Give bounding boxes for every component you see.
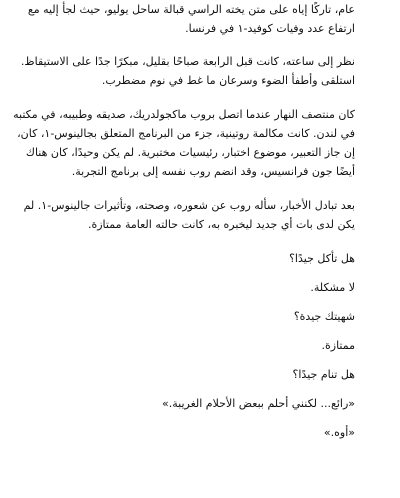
paragraph-line: بعد تبادل الأخبار، سأله روب عن شعوره، وصحته، وتأثيرات جالينوس-١. لم (23, 199, 355, 212)
paragraph-line: إن جاز التعبير، موضوع اختبار، رئيسيات مختبرية. لم يكن وحيدًا، كان هناك (25, 146, 355, 159)
paragraph-line: استلقى وأطفأ الضوء وسرعان ما غط في نوم مضطرب. (101, 74, 355, 87)
paragraph-1 (27, 0, 355, 38)
paragraph-line: يكن لدى بات أي جديد ليخبره به، كانت حالته العامة ممتازة. (87, 218, 355, 231)
paragraph-line: نظر إلى ساعته، كانت قبل الرابعة صباحًا بقليل، مبكرًا جدًا على الاستيقاظ. (20, 55, 355, 68)
dialogue-block (50, 249, 355, 442)
paragraph-line: ارتفاع عدد وفيات كوفيد-١ في فرنسا. (185, 22, 355, 35)
paragraph-line: أيضًا جون فرانسيس، وقد انضم روب نفسه إلى برنامج التجربة. (71, 165, 355, 178)
paragraph-3 (13, 105, 355, 181)
paragraph-line: كان منتصف النهار عندما اتصل بروب ماكجولدريك، صديقه وطبيبه، في مكتبه (13, 108, 355, 121)
dialogue-line: ممتازة. (321, 339, 355, 352)
dialogue-line: هل تنام جيدًا؟ (292, 368, 355, 381)
paragraph-line: في لندن. كانت مكالمة روتينية، جزء من البرنامج المتعلق بجالينوس-١، كان، (17, 127, 355, 140)
paragraph-4 (23, 196, 355, 234)
dialogue-line: هل تأكل جيدًا؟ (289, 252, 355, 265)
dialogue-line: شهيتك جيدة؟ (293, 310, 355, 323)
paragraph-2 (20, 52, 355, 90)
dialogue-line: «أوه.» (323, 426, 355, 439)
dialogue-line: لا مشكلة. (310, 281, 355, 294)
paragraph-line: عام، تاركًا إياه على متن يخته الراسي قبالة ساحل يوليو، حيث لجأ إليه مع (27, 3, 355, 16)
document-body (13, 0, 355, 442)
dialogue-line: «رائع... لكنني أحلم ببعض الأحلام الغريبة.» (162, 397, 355, 410)
